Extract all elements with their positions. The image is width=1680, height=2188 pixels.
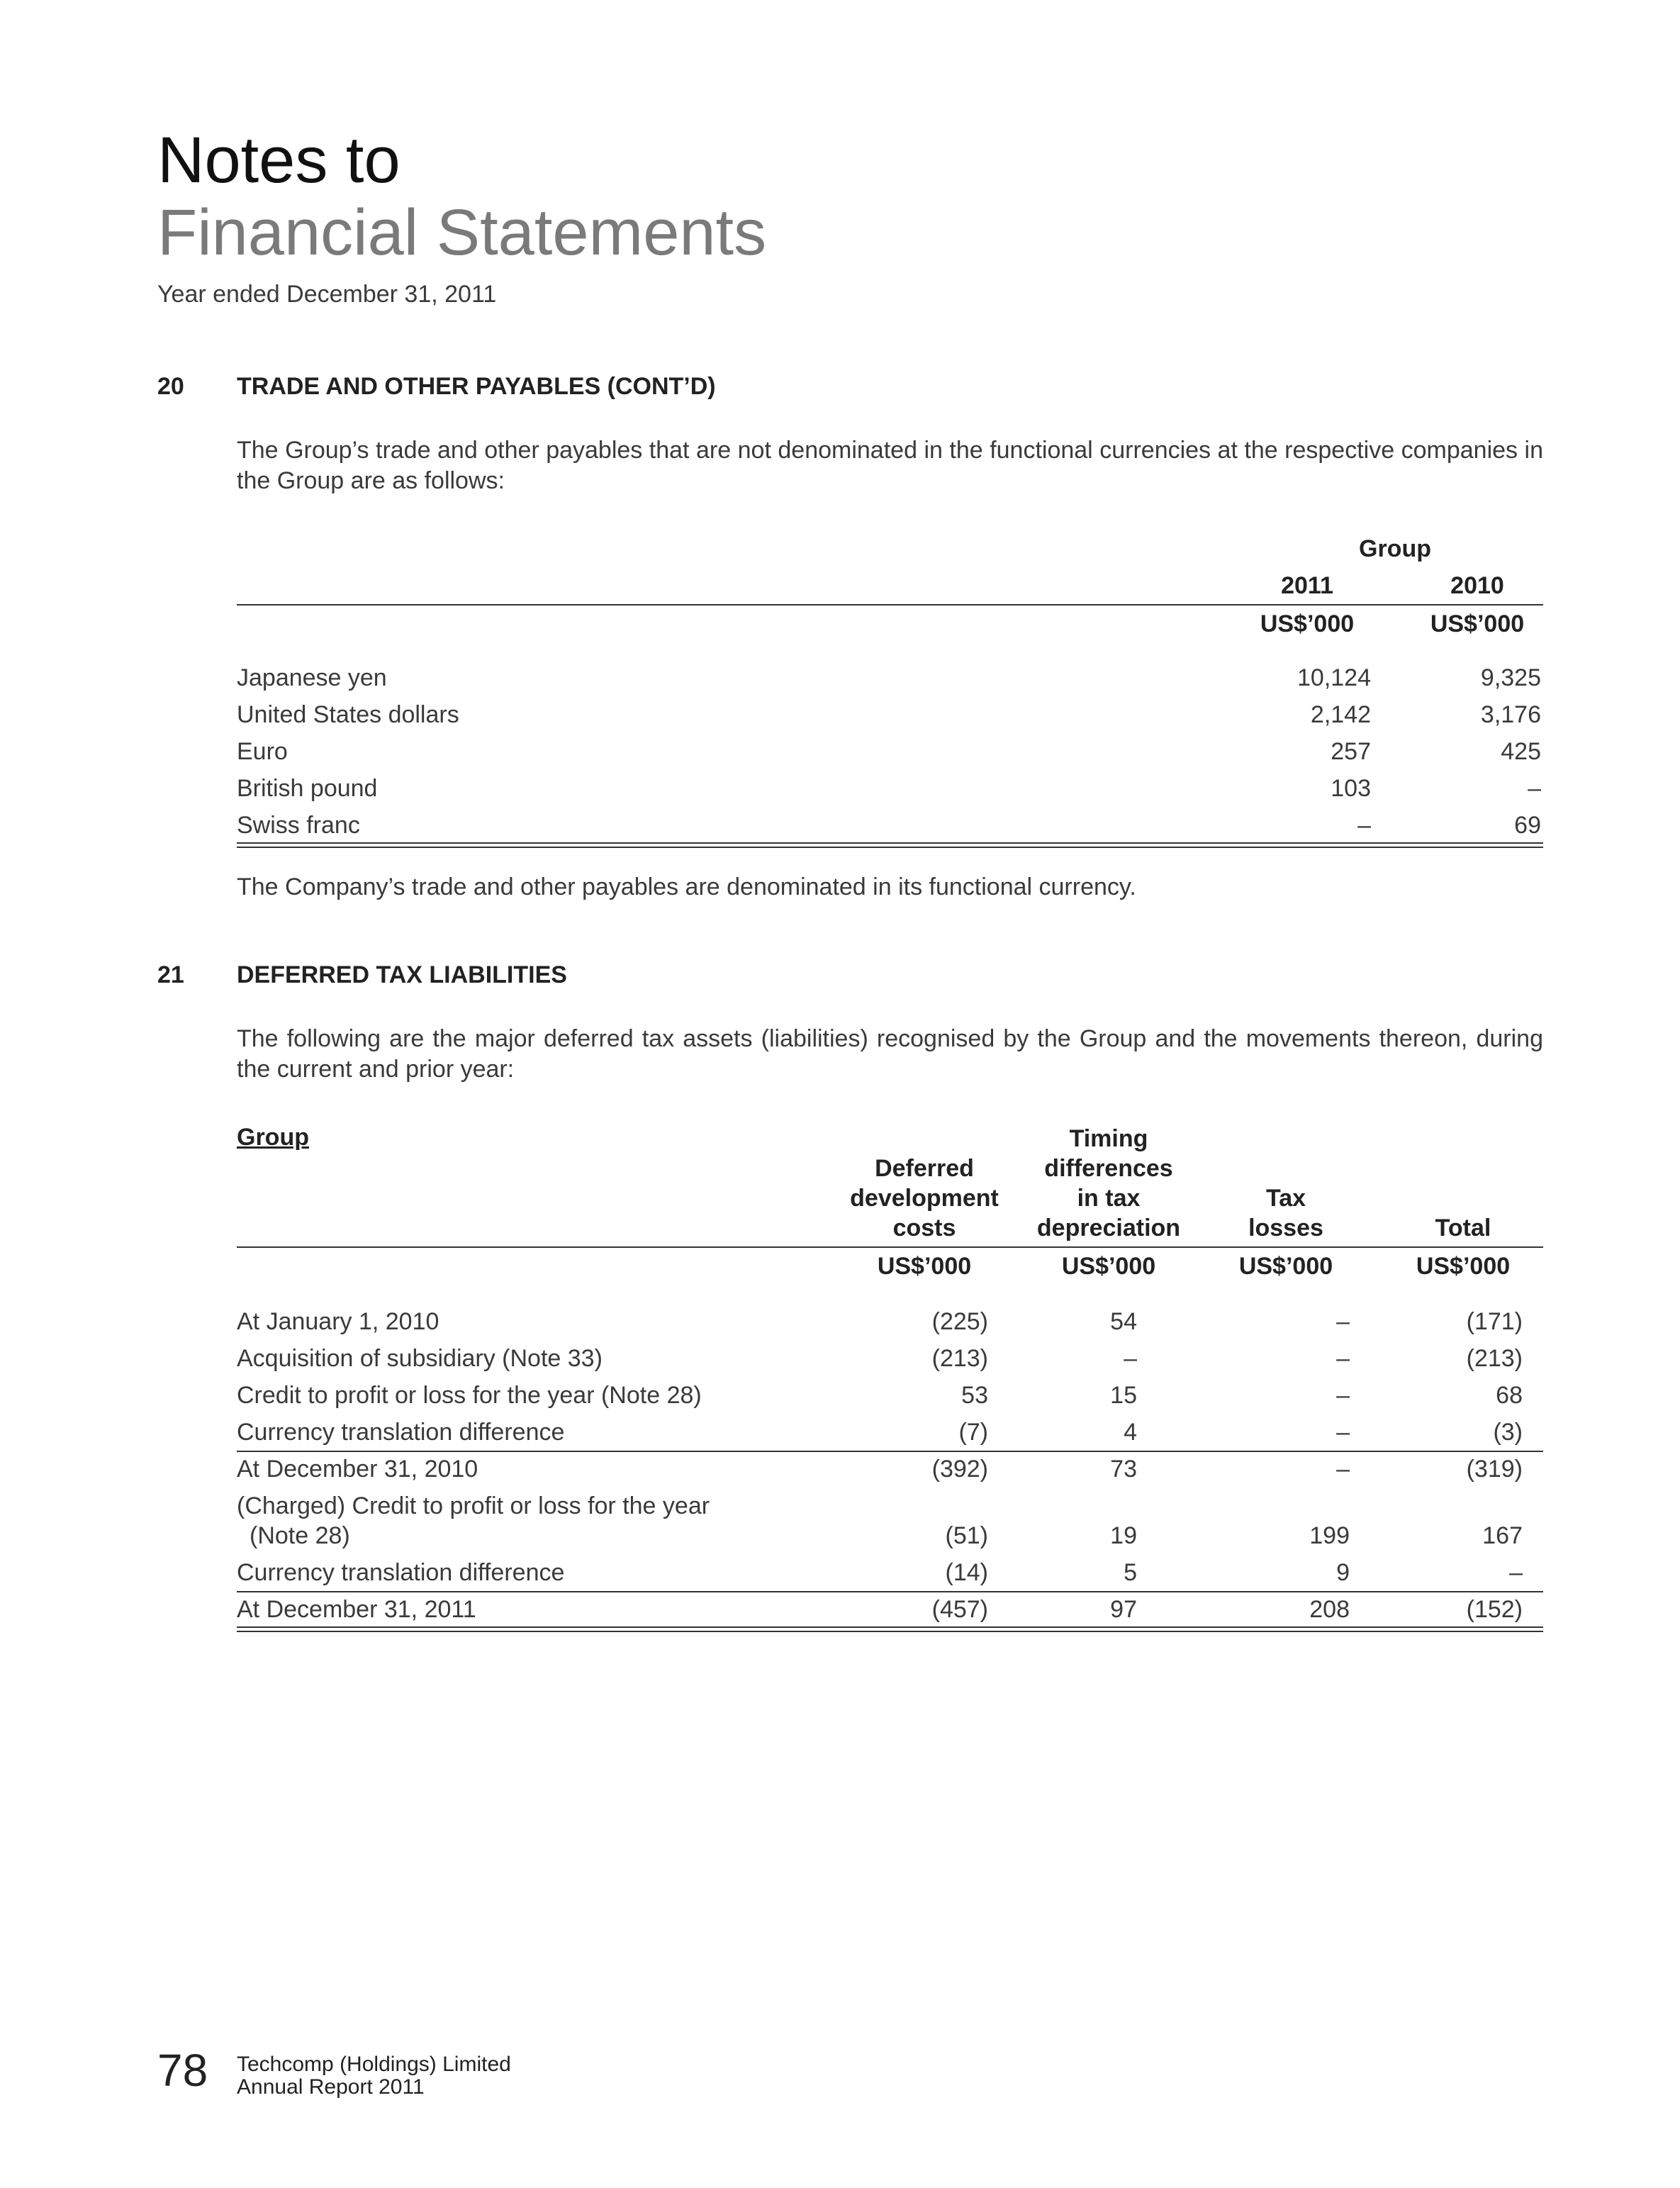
col-header-line: development — [850, 1185, 999, 1212]
section-20-title: TRADE AND OTHER PAYABLES (CONT’D) — [237, 373, 716, 400]
deferred-tax-table — [237, 1113, 1543, 1638]
col-header-line: Tax — [1265, 1185, 1306, 1212]
cell-value: 2,142 — [1310, 701, 1371, 728]
cell-value: – — [1509, 1559, 1523, 1586]
cell-value: 73 — [1110, 1456, 1137, 1483]
footer-report: Annual Report 2011 — [237, 2075, 425, 2099]
col-header-line: Total — [1435, 1215, 1491, 1241]
cell-value: (213) — [931, 1345, 988, 1372]
table-group-header: Group — [1359, 535, 1431, 562]
cell-value: – — [1336, 1456, 1350, 1483]
column-unit: US$’000 — [1061, 1253, 1156, 1280]
cell-value: 425 — [1501, 738, 1541, 765]
col-header-line: losses — [1248, 1215, 1323, 1241]
payables-currency-table — [237, 525, 1543, 851]
row-label: Currency translation difference — [237, 1419, 565, 1446]
row-label: Currency translation difference — [237, 1559, 565, 1586]
cell-value: (319) — [1466, 1456, 1523, 1483]
row-label: Swiss franc — [237, 812, 360, 839]
row-label: At December 31, 2010 — [237, 1456, 478, 1483]
col-header-line: Deferred — [875, 1155, 974, 1182]
section-20-note: The Company’s trade and other payables are denominated in its functional currency. — [237, 873, 1136, 900]
cell-value: (225) — [931, 1308, 988, 1335]
page-subtitle: Year ended December 31, 2011 — [157, 281, 497, 308]
cell-value: (213) — [1466, 1345, 1523, 1372]
column-unit: US$’000 — [877, 1253, 972, 1280]
page-number: 78 — [157, 2045, 208, 2096]
cell-value: 4 — [1124, 1419, 1137, 1446]
cell-value: 9,325 — [1480, 664, 1541, 691]
cell-value: 5 — [1124, 1559, 1137, 1586]
column-unit: US$’000 — [1416, 1253, 1511, 1280]
cell-value: (14) — [945, 1559, 988, 1586]
cell-value: 68 — [1496, 1382, 1523, 1409]
row-label: Japanese yen — [237, 664, 387, 691]
cell-value: 208 — [1309, 1596, 1350, 1623]
cell-value: – — [1336, 1382, 1350, 1409]
column-unit: US$’000 — [1238, 1253, 1333, 1280]
cell-value: – — [1336, 1419, 1350, 1446]
cell-value: – — [1357, 812, 1371, 839]
cell-value: (152) — [1466, 1596, 1523, 1623]
column-unit-2011: US$’000 — [1260, 610, 1355, 637]
cell-value: 97 — [1110, 1596, 1137, 1623]
cell-value: 199 — [1309, 1522, 1350, 1549]
cell-value: 103 — [1331, 775, 1371, 802]
cell-value: – — [1124, 1345, 1137, 1372]
cell-value: 54 — [1110, 1308, 1137, 1335]
row-label: Credit to profit or loss for the year (Note 28) — [237, 1382, 702, 1409]
section-20-number: 20 — [157, 373, 184, 400]
cell-value: (51) — [945, 1522, 988, 1549]
cell-value: – — [1336, 1345, 1350, 1372]
subtotal-rule — [237, 1451, 1543, 1452]
row-label: United States dollars — [237, 701, 459, 728]
section-21-number: 21 — [157, 961, 184, 988]
footer-company: Techcomp (Holdings) Limited — [237, 2053, 511, 2076]
column-unit-2010: US$’000 — [1430, 610, 1525, 637]
row-label: Acquisition of subsidiary (Note 33) — [237, 1345, 603, 1372]
cell-value: – — [1528, 775, 1541, 802]
cell-value: 69 — [1514, 812, 1541, 839]
total-double-rule — [237, 1626, 1543, 1632]
section-20-intro: The Group’s trade and other payables that are not denominated in the functional currencies at the respective companies in the Group are as follows: — [237, 437, 1543, 494]
cell-value: 53 — [961, 1382, 988, 1409]
section-21-title: DEFERRED TAX LIABILITIES — [237, 961, 567, 988]
row-label: At December 31, 2011 — [237, 1596, 476, 1623]
page-title-line2: Financial Statements — [157, 196, 767, 269]
cell-value: (392) — [931, 1456, 988, 1483]
row-label-cont: (Note 28) — [250, 1522, 350, 1549]
column-year-2011: 2011 — [1281, 572, 1333, 599]
header-rule — [237, 1246, 1543, 1248]
cell-value: 3,176 — [1480, 701, 1541, 728]
page-title-line1: Notes to — [157, 124, 401, 196]
cell-value: (457) — [931, 1596, 988, 1623]
header-rule — [237, 604, 1543, 605]
cell-value: (3) — [1493, 1419, 1523, 1446]
row-label: Euro — [237, 738, 288, 765]
section-21-intro: The following are the major deferred tax assets (liabilities) recognised by the Group and the movements thereon, during the current and prior year: — [237, 1025, 1543, 1083]
col-header-line: differences — [1044, 1155, 1173, 1182]
cell-value: 15 — [1110, 1382, 1137, 1409]
subtotal-rule — [237, 1591, 1543, 1592]
cell-value: (171) — [1466, 1308, 1523, 1335]
row-label: (Charged) Credit to profit or loss for the year — [237, 1492, 710, 1519]
row-label: At January 1, 2010 — [237, 1308, 439, 1335]
col-header-line: in tax — [1077, 1185, 1141, 1212]
cell-value: (7) — [958, 1419, 988, 1446]
col-header-line: depreciation — [1036, 1215, 1181, 1241]
table-group-label: Group — [237, 1124, 309, 1151]
cell-value: 10,124 — [1297, 664, 1371, 691]
col-header-line: costs — [892, 1215, 956, 1241]
row-label: British pound — [237, 775, 378, 802]
cell-value: 9 — [1336, 1559, 1350, 1586]
cell-value: 167 — [1482, 1522, 1523, 1549]
cell-value: 257 — [1331, 738, 1371, 765]
cell-value: – — [1336, 1308, 1350, 1335]
column-year-2010: 2010 — [1450, 572, 1504, 599]
cell-value: 19 — [1110, 1522, 1137, 1549]
total-double-rule — [237, 842, 1543, 848]
col-header-line: Timing — [1069, 1125, 1148, 1152]
